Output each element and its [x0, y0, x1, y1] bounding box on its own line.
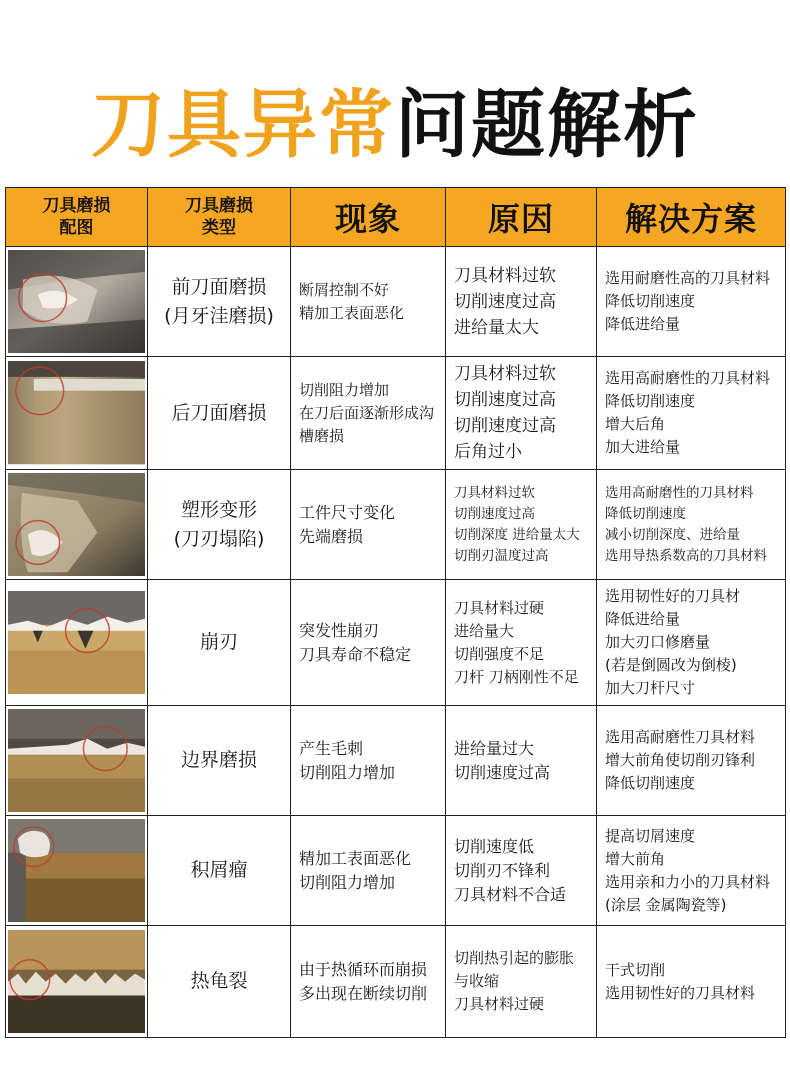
- cause-cell: 刀具材料过软 切削速度过高 进给量太大: [446, 247, 597, 357]
- wear-photo-cell: [6, 926, 148, 1038]
- phenomenon-cell: 产生毛刺 切削阻力增加: [291, 706, 446, 816]
- header-cause: 原因: [446, 188, 597, 247]
- wear-type-cell: 热龟裂: [148, 926, 291, 1038]
- solution-cell: 干式切削 选用韧性好的刀具材料: [597, 926, 786, 1038]
- cause-cell: 切削热引起的膨胀 与收缩 刀具材料过硬: [446, 926, 597, 1038]
- plastic-deformation-photo: [8, 473, 145, 576]
- title-highlight: 刀具异常: [91, 82, 395, 168]
- phenomenon-cell: 切削阻力增加 在刀后面逐渐形成沟 槽磨损: [291, 357, 446, 470]
- title-main: 问题解析: [395, 82, 699, 168]
- wear-photo-cell: [6, 580, 148, 706]
- table-row: [6, 706, 786, 816]
- built-up-edge-photo: [8, 819, 145, 922]
- header-image: 刀具磨损 配图: [6, 188, 148, 247]
- wear-type-cell: 后刀面磨损: [148, 357, 291, 470]
- cause-cell: 刀具材料过软 切削速度过高 切削深度 进给量太大 切削刃温度过高: [446, 470, 597, 580]
- wear-photo-cell: [6, 470, 148, 580]
- wear-type-cell: 前刀面磨损 (月牙洼磨损): [148, 247, 291, 357]
- phenomenon-cell: 断屑控制不好 精加工表面恶化: [291, 247, 446, 357]
- header-phenomenon: 现象: [291, 188, 446, 247]
- wear-photo-cell: [6, 247, 148, 357]
- header-solution: 解决方案: [597, 188, 786, 247]
- thermal-crack-photo: [8, 930, 145, 1033]
- cause-cell: 刀具材料过软 切削速度过高 切削速度过高 后角过小: [446, 357, 597, 470]
- wear-photo-cell: [6, 816, 148, 926]
- table-row: [6, 816, 786, 926]
- solution-cell: 选用高耐磨性的刀具材料 降低切削速度 增大后角 加大进给量: [597, 357, 786, 470]
- header-row: [6, 188, 786, 247]
- wear-type-cell: 边界磨损: [148, 706, 291, 816]
- table-row: [6, 357, 786, 470]
- table-row: [6, 470, 786, 580]
- wear-type-cell: 积屑瘤: [148, 816, 291, 926]
- wear-photo-cell: [6, 357, 148, 470]
- chipping-photo: [8, 591, 145, 694]
- solution-cell: 选用高耐磨性刀具材料 增大前角使切削刃锋利 降低切削速度: [597, 706, 786, 816]
- wear-photo-cell: [6, 706, 148, 816]
- cause-cell: 切削速度低 切削刃不锋利 刀具材料不合适: [446, 816, 597, 926]
- table-row: [6, 247, 786, 357]
- phenomenon-cell: 突发性崩刃 刀具寿命不稳定: [291, 580, 446, 706]
- header-type: 刀具磨损 类型: [148, 188, 291, 247]
- crater-wear-photo: [8, 250, 145, 353]
- phenomenon-cell: 工件尺寸变化 先端磨损: [291, 470, 446, 580]
- table-row: [6, 580, 786, 706]
- solution-cell: 选用高耐磨性的刀具材料 降低切削速度 减小切削深度、进给量 选用导热系数高的刀具材料: [597, 470, 786, 580]
- wear-type-cell: 崩刃: [148, 580, 291, 706]
- wear-type-cell: 塑形变形 (刀刃塌陷): [148, 470, 291, 580]
- notch-wear-photo: [8, 709, 145, 812]
- page-title: [0, 70, 790, 180]
- phenomenon-cell: 由于热循环而崩损 多出现在断续切削: [291, 926, 446, 1038]
- solution-cell: 选用耐磨性高的刀具材料 降低切削速度 降低进给量: [597, 247, 786, 357]
- cause-cell: 刀具材料过硬 进给量大 切削强度不足 刀杆 刀柄刚性不足: [446, 580, 597, 706]
- phenomenon-cell: 精加工表面恶化 切削阻力增加: [291, 816, 446, 926]
- solution-cell: 选用韧性好的刀具材 降低进给量 加大刃口修磨量 (若是倒圆改为倒棱) 加大刀杆尺寸: [597, 580, 786, 706]
- solution-cell: 提高切屑速度 增大前角 选用亲和力小的刀具材料 (涂层 金属陶瓷等): [597, 816, 786, 926]
- table-row: [6, 926, 786, 1038]
- cause-cell: 进给量过大 切削速度过高: [446, 706, 597, 816]
- flank-wear-photo: [8, 361, 145, 464]
- tool-wear-table: [5, 187, 786, 1038]
